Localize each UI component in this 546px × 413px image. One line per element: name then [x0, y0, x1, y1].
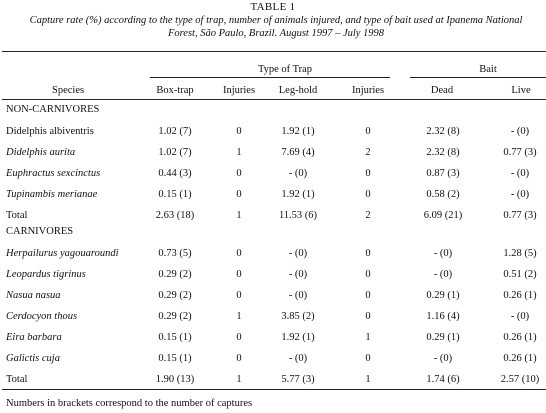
table-cell: 0: [365, 311, 371, 322]
table-cell: 0.15 (1): [158, 353, 192, 364]
table-cell: 0: [236, 332, 242, 343]
total-cell: 2.57 (10): [500, 374, 540, 385]
table-cell: - (0): [510, 189, 530, 200]
table-cell: 0: [236, 248, 242, 259]
top-rule: [2, 51, 546, 52]
table-cell: 2.32 (8): [426, 147, 460, 158]
table-title: TABLE 1: [250, 1, 296, 13]
table-cell: 1.16 (4): [426, 311, 460, 322]
table-cell: - (0): [510, 311, 530, 322]
column-header-injuries-box: Injuries: [222, 85, 256, 96]
total-cell: 5.77 (3): [281, 374, 315, 385]
total-cell: 1: [365, 374, 371, 385]
table-cell: 1: [236, 147, 242, 158]
table-cell: - (0): [288, 168, 308, 179]
table-cell: 0.51 (2): [503, 269, 537, 280]
table-cell: 1.92 (1): [281, 189, 315, 200]
table-cell: - (0): [433, 353, 453, 364]
header-rule: [2, 99, 546, 100]
table-cell: 0.29 (2): [158, 269, 192, 280]
table-footnote: Numbers in brackets correspond to the number of captures: [6, 398, 253, 409]
column-header-box-trap: Box-trap: [156, 85, 194, 96]
table-cell: 1.02 (7): [158, 126, 192, 137]
species-name: Didelphis albiventris: [6, 126, 94, 137]
table-cell: 0: [236, 353, 242, 364]
table-cell: 0: [365, 290, 371, 301]
total-cell: 11.53 (6): [278, 210, 318, 221]
table-cell: - (0): [288, 290, 308, 301]
species-name: Leopardus tigrinus: [6, 269, 86, 280]
total-label: Total: [6, 374, 28, 385]
table-cell: 2.32 (8): [426, 126, 460, 137]
table-cell: 0: [236, 189, 242, 200]
table-cell: 0: [365, 248, 371, 259]
column-header-leg-hold: Leg-hold: [278, 85, 318, 96]
species-name: Cerdocyon thous: [6, 311, 78, 322]
table-cell: - (0): [510, 126, 530, 137]
section-title: CARNIVORES: [6, 226, 74, 237]
bait-group-rule: [410, 77, 546, 78]
caption-line-1: Capture rate (%) according to the type of trap, number of animals injured, and type of bait used at Ipanema National: [29, 15, 523, 26]
section-title: NON-CARNIVORES: [6, 104, 100, 115]
table-cell: - (0): [510, 168, 530, 179]
caption-line-2: Forest, São Paulo, Brazil. August 1997 – July 1998: [167, 28, 385, 39]
group-header-bait: Bait: [479, 64, 497, 75]
table-cell: 1.92 (1): [281, 332, 315, 343]
species-name: Galictis cuja: [6, 353, 60, 364]
table-cell: 0: [236, 126, 242, 137]
table-cell: 0.73 (5): [158, 248, 192, 259]
table-cell: - (0): [433, 269, 453, 280]
total-cell: 1.74 (6): [426, 374, 460, 385]
table-cell: 0.87 (3): [426, 168, 460, 179]
table-cell: 0.15 (1): [158, 189, 192, 200]
table-cell: 1.28 (5): [503, 248, 537, 259]
table-cell: 0.77 (3): [503, 147, 537, 158]
table-cell: 1.92 (1): [281, 126, 315, 137]
table-cell: 0: [236, 168, 242, 179]
table-cell: 3.85 (2): [281, 311, 315, 322]
group-header-type-of-trap: Type of Trap: [257, 64, 313, 75]
table-cell: 0.26 (1): [503, 353, 537, 364]
table-cell: 0: [365, 269, 371, 280]
table-cell: 0.58 (2): [426, 189, 460, 200]
table-cell: - (0): [288, 269, 308, 280]
table-cell: - (0): [288, 248, 308, 259]
total-cell: 6.09 (21): [423, 210, 463, 221]
column-header-species: Species: [52, 85, 85, 96]
table-cell: 0.29 (2): [158, 290, 192, 301]
table-cell: 1.02 (7): [158, 147, 192, 158]
bottom-rule: [2, 389, 546, 390]
table-cell: 0.26 (1): [503, 290, 537, 301]
table-cell: - (0): [288, 353, 308, 364]
species-name: Euphractus sexcinctus: [6, 168, 101, 179]
trap-group-rule: [150, 77, 390, 78]
table-cell: 0.29 (2): [158, 311, 192, 322]
table-caption: [6, 14, 546, 40]
table-cell: 0.15 (1): [158, 332, 192, 343]
column-header-dead: Dead: [430, 85, 454, 96]
species-name: Nasua nasua: [6, 290, 61, 301]
total-cell: 2.63 (18): [155, 210, 195, 221]
table-cell: 1: [365, 332, 371, 343]
species-name: Herpailurus yagouaroundi: [6, 248, 119, 259]
column-header-live: Live: [511, 85, 531, 96]
total-cell: 1: [236, 210, 242, 221]
table-cell: 0: [365, 126, 371, 137]
total-cell: 0.77 (3): [503, 210, 537, 221]
table-cell: 0.26 (1): [503, 332, 537, 343]
table-cell: 0.29 (1): [426, 290, 460, 301]
total-cell: 1.90 (13): [155, 374, 195, 385]
column-header-injuries-leg: Injuries: [351, 85, 385, 96]
total-cell: 2: [365, 210, 371, 221]
table-cell: 7.69 (4): [281, 147, 315, 158]
table-cell: 0: [365, 353, 371, 364]
table-cell: 0.44 (3): [158, 168, 192, 179]
total-cell: 1: [236, 374, 242, 385]
table-cell: 0: [236, 269, 242, 280]
table-cell: 2: [365, 147, 371, 158]
table-cell: 1: [236, 311, 242, 322]
species-name: Eira barbara: [6, 332, 62, 343]
table-cell: 0: [365, 168, 371, 179]
table-cell: 0: [365, 189, 371, 200]
table-cell: 0: [236, 290, 242, 301]
species-name: Tupinambis merianae: [6, 189, 98, 200]
table-cell: - (0): [433, 248, 453, 259]
total-label: Total: [6, 210, 28, 221]
species-name: Didelphis aurita: [6, 147, 76, 158]
table-cell: 0.29 (1): [426, 332, 460, 343]
